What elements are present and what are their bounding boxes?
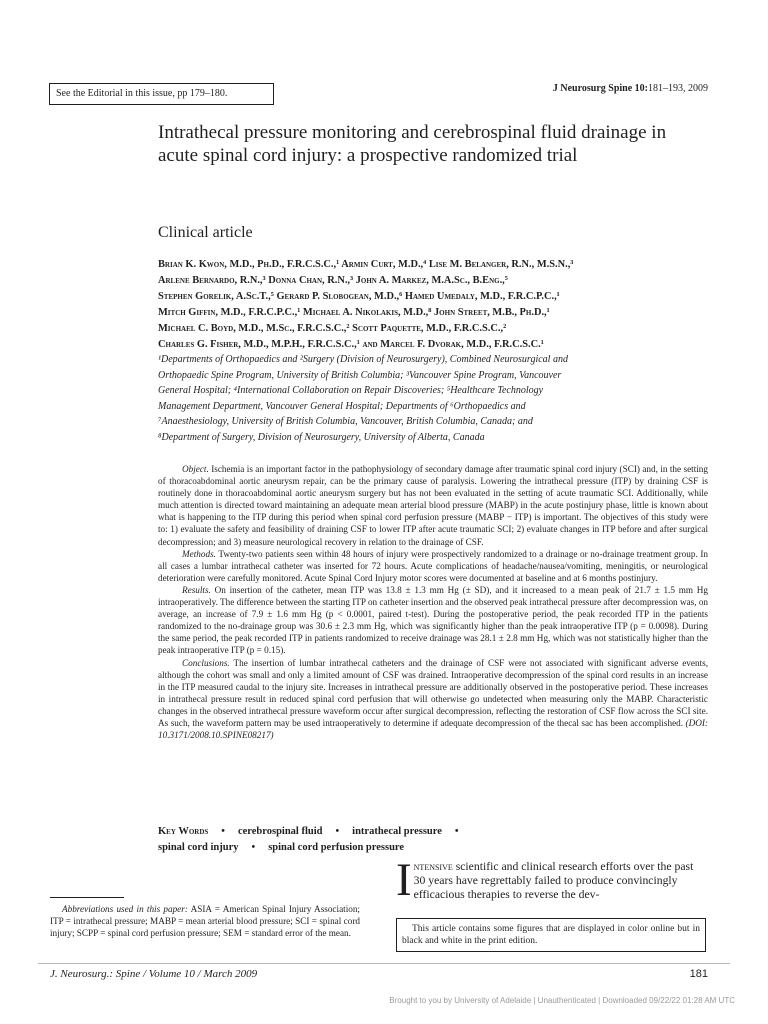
- keywords: [158, 824, 718, 856]
- footer-divider: [38, 963, 730, 964]
- intro-paragraph: [396, 854, 706, 906]
- author-line: Arlene Bernardo, R.N.,³ Donna Chan, R.N.,³ John A. Markez, M.A.Sc., B.Eng.,⁵: [158, 275, 508, 286]
- footnote-divider: [50, 897, 124, 898]
- abstract-object: [158, 463, 708, 548]
- drop-cap: I: [396, 854, 412, 906]
- journal-ref-bold: J Neurosurg Spine 10:: [552, 83, 648, 94]
- keywords-line-1: [158, 824, 718, 840]
- footnote-label: Abbreviations used in this paper:: [62, 904, 188, 914]
- bullet: •: [335, 826, 340, 837]
- article-title: Intrathecal pressure monitoring and cerebrospinal fluid drainage in acute spinal cord injury: a prospective randomized trial: [158, 122, 667, 166]
- footnote-text: ASIA = American Spinal Injury Association; ITP = intrathecal pressure; MABP = mean arterial blood pressure; SCI = spinal cord injury; SCPP = spinal cord perfusion pressure; SEM = standard error of the mean.: [50, 904, 360, 938]
- doi: (DOI: 10.3171/2008.10.SPINE08217): [158, 717, 708, 741]
- color-notice-box: [396, 918, 706, 952]
- affiliations: [158, 352, 718, 445]
- author-list: [158, 257, 728, 353]
- color-notice: This article contains some figures that are displayed in color online but in black and white in the print edition.: [402, 924, 700, 946]
- journal-ref-rest: 181–193, 2009: [648, 83, 708, 94]
- author-line: Stephen Gorelik, A.Sc.T.,⁵ Gerard P. Slobogean, M.D.,⁶ Hamed Umedaly, M.D., F.R.C.P.C.,¹: [158, 291, 560, 302]
- footer-journal: J. Neurosurg.: Spine / Volume 10 / March 2009: [50, 968, 258, 980]
- editorial-note-box: [49, 83, 274, 105]
- object-label: Object.: [182, 464, 209, 474]
- journal-reference: [553, 83, 708, 94]
- bullet: •: [251, 842, 256, 853]
- results-text: On insertion of the catheter, mean ITP was 13.8 ± 1.3 mm Hg (± SD), and it increased to a mean peak of 21.7 ± 1.5 mm Hg intraoperatively. The difference between the starting ITP on catheter insertion and the observed peak intrathecal pressure after decompression was, on average, an increase of 7.9 ± 1.6 mm Hg (p < 0.0001, paired t-test). During the postoperative period, the peak recorded ITP in the patients randomized to the no-drainage group was 30.6 ± 2.3 mm Hg, which was significantly higher than the peak intraoperative ITP (p = 0.0098). During the same period, the peak recorded ITP in patients randomized to receive drainage was 28.1 ± 2.8 mm Hg, which was not statistically higher than the peak intraoperative ITP (p = 0.15).: [158, 584, 709, 656]
- intro-text: scientific and clinical research efforts over the past 30 years have regrettably failed to produce convincingly efficacious therapies to reverse the dev-: [413, 860, 694, 902]
- intro-lead: ntensive: [413, 860, 453, 873]
- affiliation-line: ⁸Department of Surgery, Division of Neurosurgery, University of Alberta, Canada: [158, 431, 485, 443]
- abstract-conclusions: [158, 657, 708, 742]
- methods-text: Twenty-two patients seen within 48 hours of injury were prospectively randomized to a drainage or no-drainage treatment group. In all cases a lumbar intrathecal catheter was inserted for 72 hours. Acute complications of headache/nausea/vomiting, meningitis, or neurological deterioration were carefully monitored. Acute Spinal Cord Injury motor scores were documented at baseline and at 6 months postinjury.: [158, 548, 708, 583]
- author-line: Brian K. Kwon, M.D., Ph.D., F.R.C.S.C.,¹ Armin Curt, M.D.,⁴ Lise M. Belanger, R.N., M.S.N.,³: [158, 259, 574, 270]
- keyword: spinal cord injury: [158, 842, 239, 853]
- affiliation-line: Management Department, Vancouver General Hospital; Departments of ⁶Orthopaedics and: [158, 400, 526, 412]
- download-notice: Brought to you by University of Adelaide | Unauthenticated | Downloaded 09/22/22 01:28 AM UTC: [389, 996, 735, 1005]
- author-line: Mitch Giffin, M.D., F.R.C.P.C.,¹ Michael A. Nikolakis, M.D.,⁸ John Street, M.B., Ph.D.,¹: [158, 307, 550, 318]
- keywords-label: Key Words: [158, 826, 209, 837]
- author-line: Michael C. Boyd, M.D., M.Sc., F.R.C.S.C.,² Scott Paquette, M.D., F.R.C.S.C.,²: [158, 323, 507, 334]
- object-text: Ischemia is an important factor in the pathophysiology of secondary damage after traumatic spinal cord injury (SCI) and, in the setting of thoracoabdominal aortic aneurysm repair, can be the primary cause of paralysis. Lowering the intrathecal pressure (ITP) by draining CSF is routinely done in thoracoabdominal aortic aneurysm surgery but has not been evaluated in the setting of acute traumatic SCI. Additionally, while much attention is directed toward maintaining an adequate mean arterial blood pressure (MABP) in the acute postinjury phase, little is known about what is happening to the ITP during this period when spinal cord perfusion pressure (MABP − ITP) is important. The objectives of this study were to: 1) evaluate the safety and feasibility of draining CSF to lower ITP after acute traumatic SCI; 2) evaluate changes in ITP before and after surgical decompression; and 3) measure neurological recovery in relation to the drainage of CSF.: [158, 464, 708, 547]
- methods-label: Methods.: [182, 548, 216, 559]
- abstract-methods: [158, 548, 708, 584]
- results-label: Results.: [182, 584, 211, 595]
- bullet: •: [454, 826, 459, 837]
- author-line: Charles G. Fisher, M.D., M.P.H., F.R.C.S.C.,¹ and Marcel F. Dvorak, M.D., F.R.C.S.C.¹: [158, 339, 544, 350]
- abstract-results: [158, 584, 708, 657]
- affiliation-line: ⁷Anaesthesiology, University of British Columbia, Vancouver, British Columbia, Canada; and: [158, 416, 533, 427]
- affiliation-line: ¹Departments of Orthopaedics and ²Surgery (Division of Neurosurgery), Combined Neurosurgical and: [158, 354, 568, 365]
- keywords-line-2: [158, 840, 718, 856]
- page-number: 181: [689, 968, 708, 980]
- affiliation-line: General Hospital; ⁴International Collaboration on Repair Discoveries; ⁵Healthcare Technology: [158, 385, 544, 396]
- article-type: Clinical article: [158, 224, 253, 241]
- keyword: intrathecal pressure: [352, 826, 442, 837]
- keyword: cerebrospinal fluid: [237, 826, 323, 837]
- affiliation-line: Orthopaedic Spine Program, University of British Columbia; ³Vancouver Spine Program, Vancouver: [158, 369, 562, 381]
- keyword: spinal cord perfusion pressure: [268, 842, 405, 853]
- editorial-note: See the Editorial in this issue, pp 179–180.: [56, 88, 228, 99]
- abbreviations-footnote: [50, 903, 360, 939]
- abstract: [158, 463, 708, 741]
- conclusions-label: Conclusions.: [182, 657, 230, 668]
- bullet: •: [221, 826, 225, 837]
- conclusions-text: The insertion of lumbar intrathecal catheters and the drainage of CSF were not associated with significant adverse events, although the cohort was small and only a limited amount of CSF was drained. Intraoperative decompression of the spinal cord results in an increase in the ITP measured caudal to the injury site. Increases in intrathecal pressure are additionally observed in the postoperative period. These increases in intrathecal pressure result in reduced spinal cord perfusion that will otherwise go undetected when measuring only the MABP. Characteristic changes in the observed intrathecal pressure waveform occur after surgical decompression, reflecting the restoration of CSF flow across the SCI site. As such, the waveform pattern may be used intraoperatively to determine if adequate decompression of the thecal sac has been accomplished.: [158, 657, 708, 728]
